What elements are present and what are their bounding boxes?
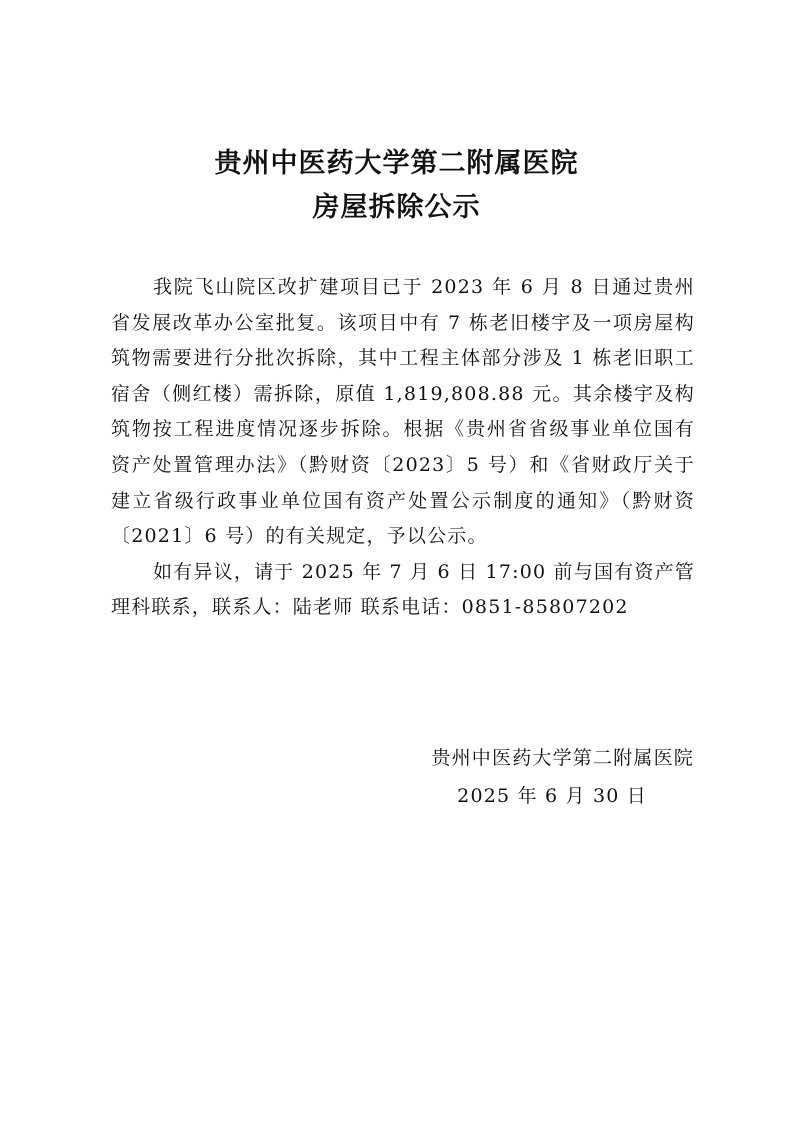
signature-organization: 贵州中医药大学第二附属医院 [431, 747, 694, 769]
document-title-line-2: 房屋拆除公示 [312, 192, 481, 223]
body-paragraph-1: 我院飞山院区改扩建项目已于 2023 年 6 月 8 日通过贵州省发展改革办公室批复。该项目中有 7 栋老旧楼宇及一项房屋构筑物需要进行分批次拆除，其中工程主体部分涉及 1 栋老旧职工宿舍（侧红楼）需拆除，原值 1,819,808.88 元。其余楼宇及构筑物按工程进度情况逐步拆除。根据《贵州省省级事业单位国有资产处置管理办法》（黔财资〔2023〕5 号）和《省财政厅关于建立省级行政事业单位国有资产处置公示制度的通知》（黔财资〔2021〕6 号）的有关规定，予以公示。 [111, 276, 695, 548]
document-body [111, 270, 695, 626]
document-title-line-1: 贵州中医药大学第二附属医院 [214, 148, 579, 179]
signature-date: 2025 年 6 月 30 日 [457, 785, 647, 807]
body-paragraph-2: 如有异议，请于 2025 年 7 月 6 日 17:00 前与国有资产管理科联系，联系人：陆老师 联系电话：0851-85807202 [111, 560, 695, 619]
